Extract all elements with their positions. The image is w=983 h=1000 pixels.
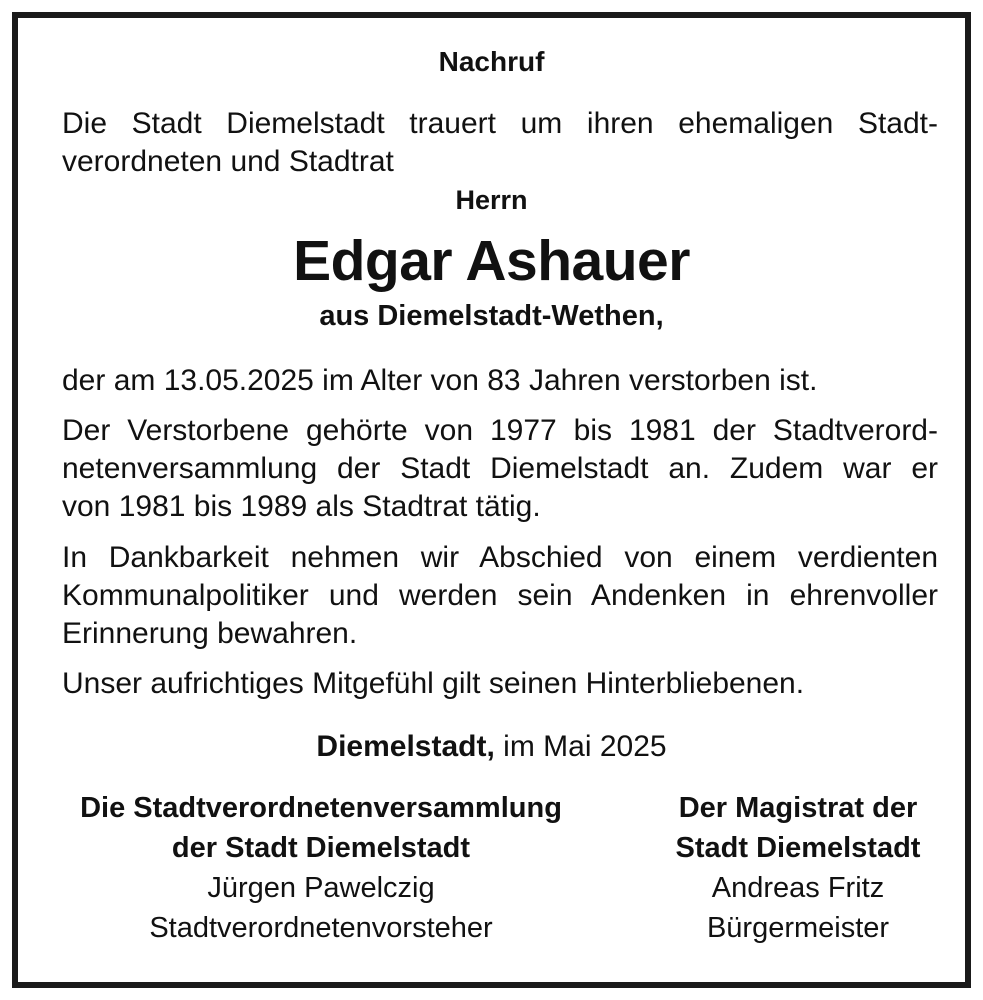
deceased-origin: aus Diemelstadt-Wethen,	[319, 300, 664, 332]
signature-council	[56, 788, 586, 948]
career-line-1: Der Verstorbene gehörte von 1977 bis 1981 der Stadtverord-	[62, 414, 938, 447]
intro-line-2: verordneten und Stadtrat	[62, 145, 394, 178]
career-line-3: von 1981 bis 1989 als Stadtrat tätig.	[62, 490, 541, 523]
date-text: im Mai 2025	[503, 730, 667, 763]
magistrate-org-line-1: Der Magistrat der	[678, 792, 918, 824]
council-org-line-2: der Stadt Diemelstadt	[171, 832, 471, 864]
intro-line-1: Die Stadt Diemelstadt trauert um ihren ehemaligen Stadt-	[62, 107, 938, 140]
council-org-line-1: Die Stadtverordnetenversammlung	[80, 792, 562, 824]
signature-magistrate	[648, 788, 948, 948]
gratitude-line-2: Kommunalpolitiker und werden sein Andenken in ehrenvoller	[62, 579, 938, 612]
obituary-notice	[12, 12, 971, 988]
magistrate-person: Andreas Fritz	[711, 872, 885, 904]
council-person: Jürgen Pawelczig	[207, 872, 435, 904]
death-line: der am 13.05.2025 im Alter von 83 Jahren verstorben ist.	[62, 364, 818, 397]
gratitude-line-3: Erinnerung bewahren.	[62, 617, 358, 650]
salutation: Herrn	[455, 185, 528, 215]
deceased-name: Edgar Ashauer	[293, 229, 690, 293]
magistrate-role: Bürgermeister	[706, 912, 890, 944]
notice-title: Nachruf	[438, 46, 545, 77]
gratitude-line-1: In Dankbarkeit nehmen wir Abschied von einem verdienten	[62, 541, 938, 574]
place-date	[18, 730, 965, 764]
career-line-2: netenversammlung der Stadt Diemelstadt an. Zudem war er	[62, 452, 938, 485]
sympathy-line: Unser aufrichtiges Mitgefühl gilt seinen Hinterbliebenen.	[62, 667, 805, 700]
place: Diemelstadt,	[316, 730, 495, 763]
council-role: Stadtverordnetenvorsteher	[149, 912, 493, 944]
magistrate-org-line-2: Stadt Diemelstadt	[675, 832, 921, 864]
